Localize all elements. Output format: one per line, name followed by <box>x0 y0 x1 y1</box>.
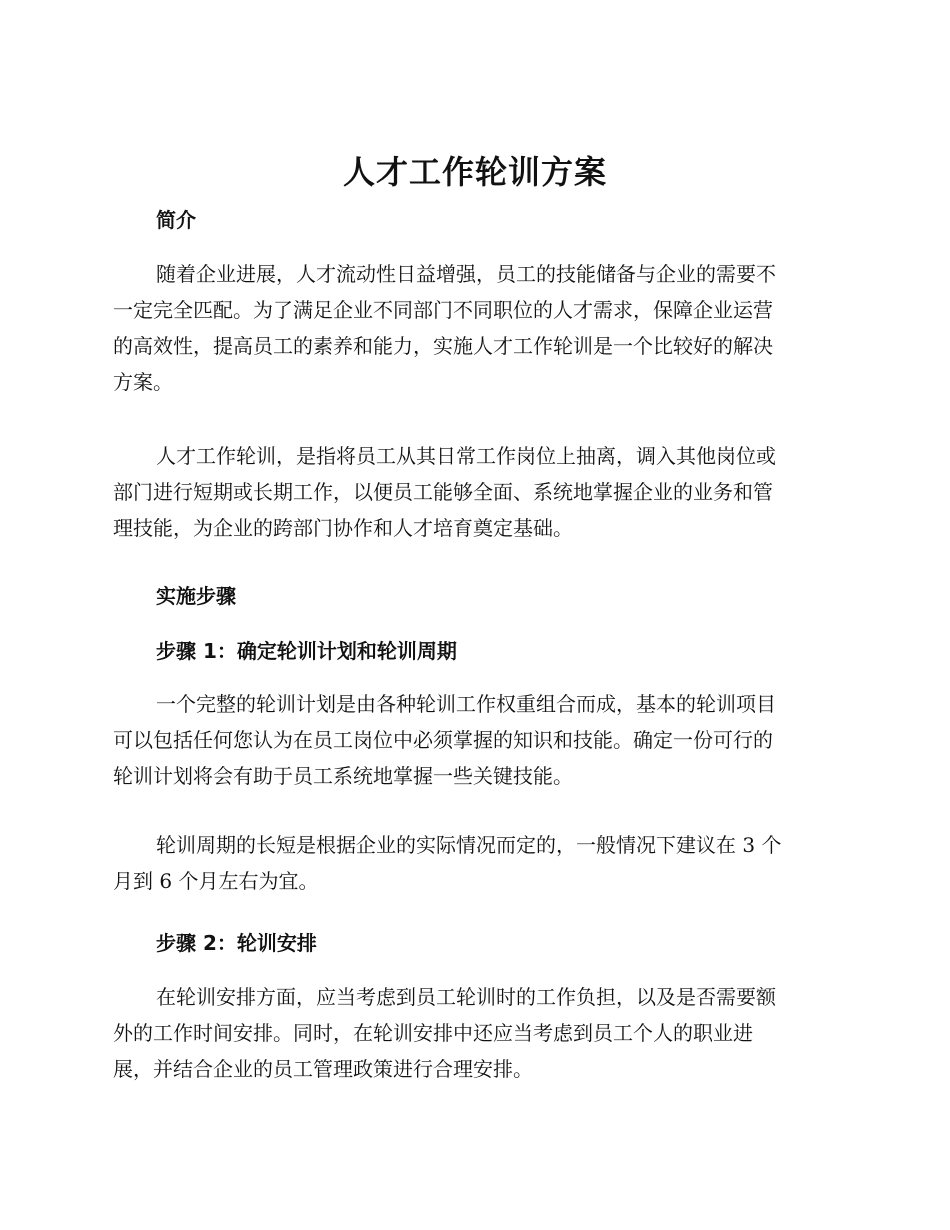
paragraph-intro-1 <box>113 256 833 400</box>
text-line: 在轮训安排方面，应当考虑到员工轮训时的工作负担，以及是否需要额 <box>156 985 776 1009</box>
text-line: 部门进行短期或长期工作，以便员工能够全面、系统地掌握企业的业务和管 <box>113 480 773 504</box>
text-line: 展，并结合企业的员工管理政策进行合理安排。 <box>113 1057 533 1081</box>
paragraph-step-1-b <box>113 827 833 899</box>
text-line: 外的工作时间安排。同时，在轮训安排中还应当考虑到员工个人的职业进 <box>113 1021 753 1045</box>
paragraph-step-1-a <box>113 686 833 794</box>
step-2-heading: 步骤 2：轮训安排 <box>156 931 317 955</box>
step-1-heading: 步骤 1：确定轮训计划和轮训周期 <box>156 639 457 663</box>
text-line: 一定完全匹配。为了满足企业不同部门不同职位的人才需求，保障企业运营 <box>113 298 773 322</box>
text-line: 人才工作轮训，是指将员工从其日常工作岗位上抽离，调入其他岗位或 <box>156 444 776 468</box>
text-line: 的高效性，提高员工的素养和能力，实施人才工作轮训是一个比较好的解决 <box>113 334 773 358</box>
paragraph-step-2 <box>113 979 833 1087</box>
document-title: 人才工作轮训方案 <box>342 153 607 191</box>
text-line: 可以包括任何您认为在员工岗位中必须掌握的知识和技能。确定一份可行的 <box>113 728 773 752</box>
text-line: 随着企业进展，人才流动性日益增强，员工的技能储备与企业的需要不 <box>156 262 776 286</box>
section-heading-steps: 实施步骤 <box>156 584 236 608</box>
text-line: 轮训计划将会有助于员工系统地掌握一些关键技能。 <box>113 764 573 788</box>
text-line: 一个完整的轮训计划是由各种轮训工作权重组合而成，基本的轮训项目 <box>156 692 776 716</box>
text-line: 方案。 <box>113 370 173 394</box>
text-line: 轮训周期的长短是根据企业的实际情况而定的，一般情况下建议在 3 个 <box>156 833 782 857</box>
section-heading-intro: 简介 <box>156 208 196 232</box>
paragraph-intro-2 <box>113 438 833 546</box>
text-line: 理技能，为企业的跨部门协作和人才培育奠定基础。 <box>113 516 573 540</box>
text-line: 月到 6 个月左右为宜。 <box>113 869 319 893</box>
